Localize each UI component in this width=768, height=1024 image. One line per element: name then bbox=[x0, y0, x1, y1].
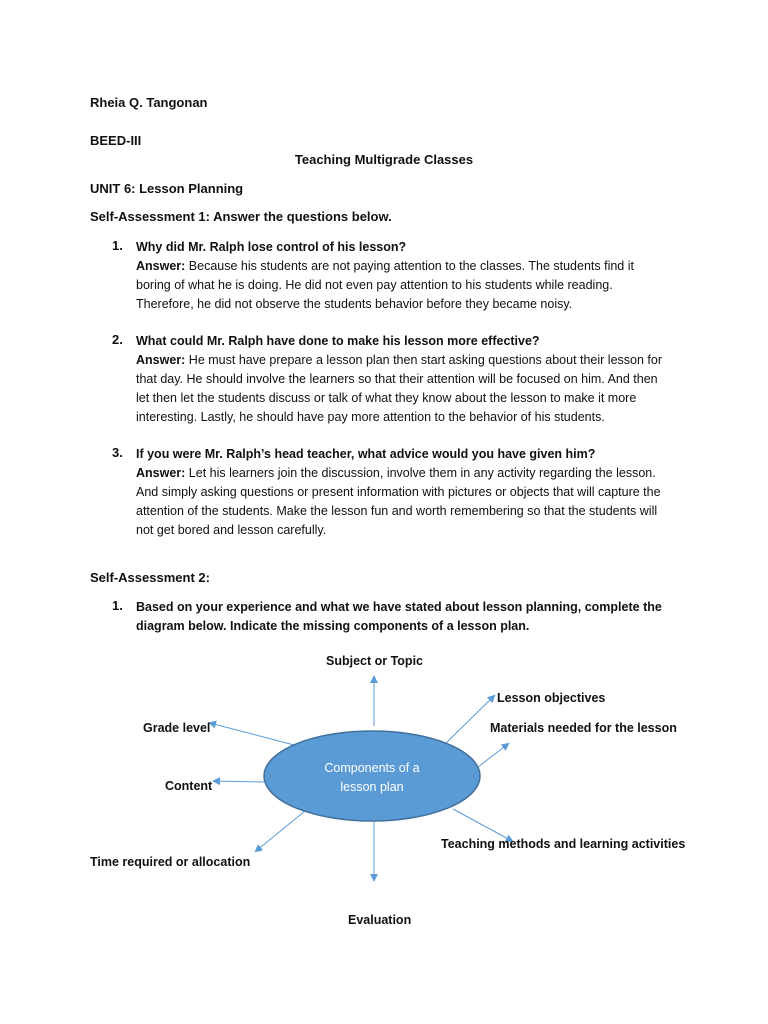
question-block-3 bbox=[136, 445, 684, 540]
question-block-2 bbox=[136, 332, 684, 427]
arrow-time bbox=[256, 811, 305, 851]
course-label: BEED-III bbox=[90, 133, 142, 148]
answer-line bbox=[136, 464, 684, 483]
label-evaluation: Evaluation bbox=[348, 913, 412, 927]
answer-text: Let his learners join the discussion, involve them in any activity regarding the lesson. bbox=[185, 466, 656, 480]
arrow-materials bbox=[478, 744, 508, 767]
center-label-line1: Components of a bbox=[324, 761, 420, 775]
center-label-line2: lesson plan bbox=[340, 780, 404, 794]
question-number: 3. bbox=[112, 445, 123, 460]
answer-line: Therefore, he did not observe the students behavior before they became noisy. bbox=[136, 297, 573, 311]
label-content: Content bbox=[165, 779, 213, 793]
arrow-grade bbox=[210, 723, 294, 745]
answer-text: He must have prepare a lesson plan then start asking questions about their lesson for bbox=[185, 353, 662, 367]
instruction-line: diagram below. Indicate the missing components of a lesson plan. bbox=[136, 619, 530, 633]
label-grade-level: Grade level bbox=[143, 721, 211, 735]
center-ellipse bbox=[264, 731, 480, 821]
self-assessment-1-heading: Self-Assessment 1: Answer the questions below. bbox=[90, 209, 392, 224]
arrow-content bbox=[214, 781, 264, 782]
question-text: What could Mr. Ralph have done to make his lesson more effective? bbox=[136, 334, 540, 348]
answer-line: And simply asking questions or present information with pictures or objects that will capture the bbox=[136, 485, 661, 499]
question-text: If you were Mr. Ralph’s head teacher, what advice would you have given him? bbox=[136, 447, 596, 461]
answer-line bbox=[136, 257, 684, 276]
author-name: Rheia Q. Tangonan bbox=[90, 95, 208, 110]
lesson-plan-diagram bbox=[0, 640, 768, 940]
self-assessment-2-heading: Self-Assessment 2: bbox=[90, 570, 210, 585]
instruction-block bbox=[136, 598, 684, 636]
answer-line: boring of what he is doing. He did not even pay attention to his students while reading. bbox=[136, 278, 613, 292]
answer-line: attention of the students. Make the lesson fun and worth remembering so that the students will bbox=[136, 504, 658, 518]
label-subject-or-topic: Subject or Topic bbox=[326, 654, 423, 668]
answer-label: Answer: bbox=[136, 466, 186, 480]
question-number: 1. bbox=[112, 238, 123, 253]
instruction-number: 1. bbox=[112, 598, 123, 613]
answer-line: let then let the students discuss or talk of what they know about the lesson to make it more bbox=[136, 391, 637, 405]
answer-line bbox=[136, 351, 684, 370]
answer-line: interesting. Lastly, he should have pay more attention to the behavior of his students. bbox=[136, 410, 605, 424]
arrow-objectives bbox=[446, 696, 494, 743]
answer-line: that day. He should involve the learners so that their attention will be focused on him. And then bbox=[136, 372, 658, 386]
question-number: 2. bbox=[112, 332, 123, 347]
answer-line: not get bored and lesson carefully. bbox=[136, 523, 327, 537]
instruction-line: Based on your experience and what we have stated about lesson planning, complete the bbox=[136, 600, 662, 614]
label-teaching-methods: Teaching methods and learning activities bbox=[441, 837, 686, 851]
unit-heading: UNIT 6: Lesson Planning bbox=[90, 181, 244, 196]
label-materials: Materials needed for the lesson bbox=[490, 721, 677, 735]
question-block-1 bbox=[136, 238, 684, 314]
label-lesson-objectives: Lesson objectives bbox=[497, 691, 606, 705]
answer-label: Answer: bbox=[136, 259, 186, 273]
question-text: Why did Mr. Ralph lose control of his lesson? bbox=[136, 240, 407, 254]
label-time-required: Time required or allocation bbox=[90, 855, 251, 869]
document-title: Teaching Multigrade Classes bbox=[294, 152, 474, 167]
answer-text: Because his students are not paying attention to the classes. The students find it bbox=[185, 259, 634, 273]
answer-label: Answer: bbox=[136, 353, 186, 367]
